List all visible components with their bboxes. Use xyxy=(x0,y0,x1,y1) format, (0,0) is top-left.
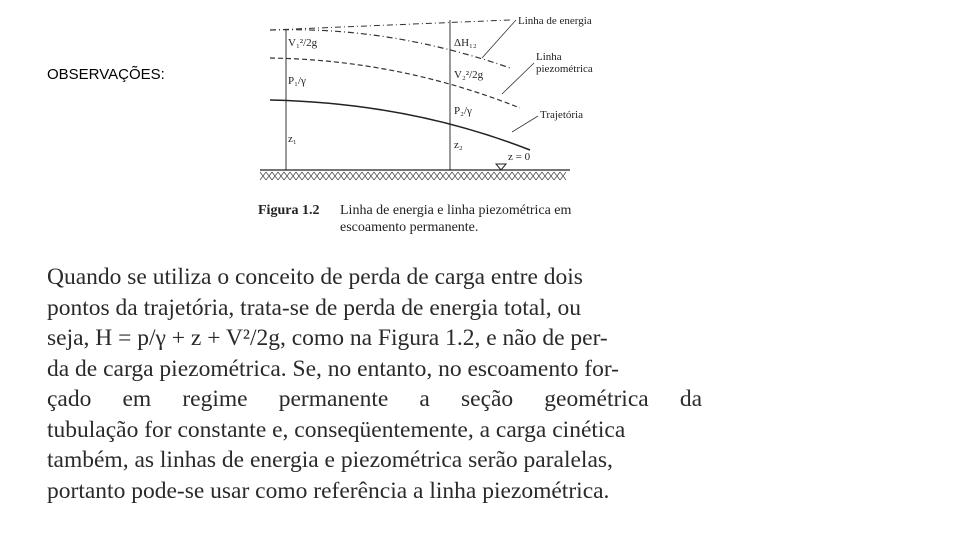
label-piezo-line-2: piezométrica xyxy=(536,63,593,75)
trajectory-line xyxy=(270,100,530,150)
label-zero: z = 0 xyxy=(508,151,531,163)
label-z1: z₁ xyxy=(288,133,297,145)
label-v1: V₁²/2g xyxy=(288,37,318,49)
paragraph-line: também, as linhas de energia e piezométrica serão paralelas, xyxy=(47,447,613,473)
observations-heading: OBSERVAÇÕES: xyxy=(47,66,165,83)
label-v2: V₂²/2g xyxy=(454,69,484,81)
label-p2: P₂/γ xyxy=(454,105,472,117)
figure-caption xyxy=(258,202,618,236)
piezometric-line xyxy=(270,58,520,108)
figure-diagram xyxy=(250,8,610,188)
energy-leader xyxy=(482,20,516,58)
body-paragraph xyxy=(47,262,702,506)
paragraph-line: çado em regime permanente a seção geométrica da xyxy=(47,386,702,412)
piezo-leader xyxy=(502,63,534,94)
datum-marker-icon xyxy=(496,164,506,170)
datum-line xyxy=(270,20,510,30)
label-dh: ΔH₁₂ xyxy=(454,37,477,49)
label-energy-line: Linha de energia xyxy=(518,15,592,27)
paragraph-line: tubulação for constante e, conseqüentemente, a carga cinética xyxy=(47,416,626,443)
paragraph-line: Quando se utiliza o conceito de perda de carga entre dois xyxy=(47,264,583,290)
energy-line-figure xyxy=(250,8,610,188)
label-trajectory: Trajetória xyxy=(540,109,583,121)
paragraph-line: portanto pode-se usar como referência a linha piezométrica. xyxy=(47,477,610,504)
trajectory-leader xyxy=(512,116,538,132)
paragraph-line: pontos da trajetória, trata-se de perda de energia total, ou xyxy=(47,294,581,321)
label-piezo-line-1: Linha xyxy=(536,51,562,63)
paragraph-line: seja, H = p/γ + z + V²/2g, como na Figura 1.2, e não de per- xyxy=(47,325,608,351)
paragraph-line: da de carga piezométrica. Se, no entanto, no escoamento for- xyxy=(47,355,619,382)
ground-hatch xyxy=(260,172,566,180)
caption-text: Linha de energia e linha piezométrica em escoamento permanente. xyxy=(340,203,572,235)
label-p1: P₁/γ xyxy=(288,75,306,87)
caption-label: Figura 1.2 xyxy=(258,203,320,218)
label-z2: z₂ xyxy=(454,139,463,151)
